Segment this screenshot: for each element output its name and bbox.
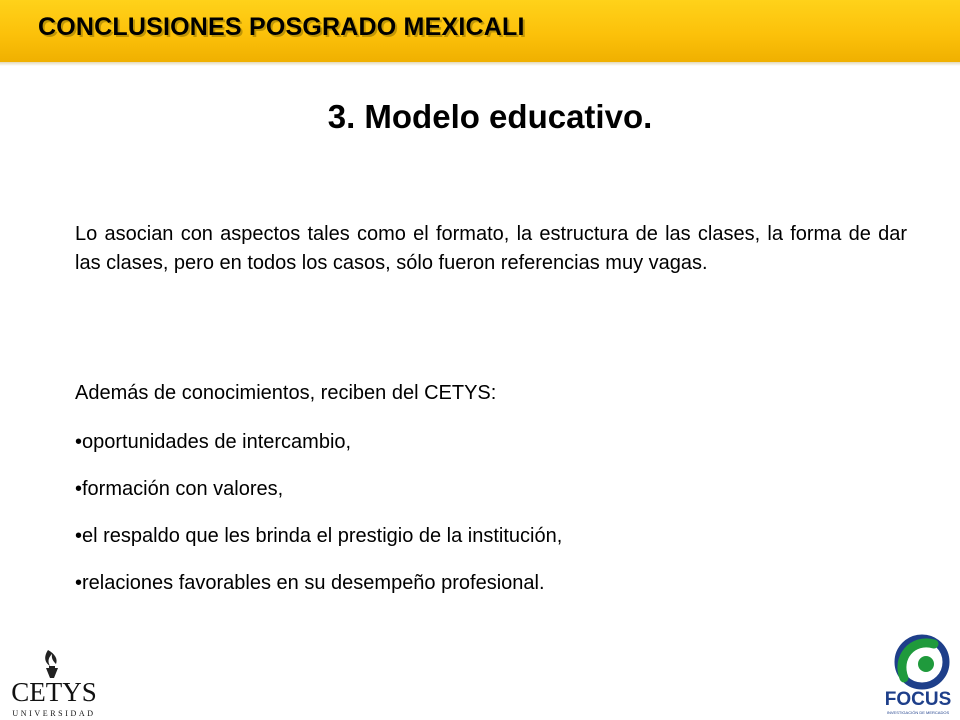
list-item: •formación con valores, xyxy=(75,478,284,500)
body-paragraph: Lo asocian con aspectos tales como el formato, la estructura de las clases, la forma de dar las clases, pero en todos los casos, sólo fueron referencias muy vagas. xyxy=(75,223,907,274)
cetys-logo xyxy=(4,642,104,720)
cetys-subtitle: UNIVERSIDAD xyxy=(12,709,96,718)
cetys-wordmark: CETYS xyxy=(11,677,97,707)
list-item: •relaciones favorables en su desempeño profesional. xyxy=(75,572,545,594)
header-shadow xyxy=(0,62,960,66)
header-title: CONCLUSIONES POSGRADO MEXICALI xyxy=(38,13,525,41)
list-item: •oportunidades de intercambio, xyxy=(75,431,352,453)
focus-logo xyxy=(874,628,960,720)
list-intro: Además de conocimientos, reciben del CETYS: xyxy=(75,382,497,404)
list-item: •el respaldo que les brinda el prestigio de la institución, xyxy=(75,525,563,547)
slide-title: 3. Modelo educativo. xyxy=(327,98,653,135)
focus-swirl-icon xyxy=(898,638,946,686)
focus-wordmark: FOCUS xyxy=(884,689,952,710)
bullet-list xyxy=(75,428,562,616)
focus-subtitle: INVESTIGACIÓN DE MERCADOS xyxy=(886,710,950,715)
torch-icon xyxy=(45,650,58,678)
